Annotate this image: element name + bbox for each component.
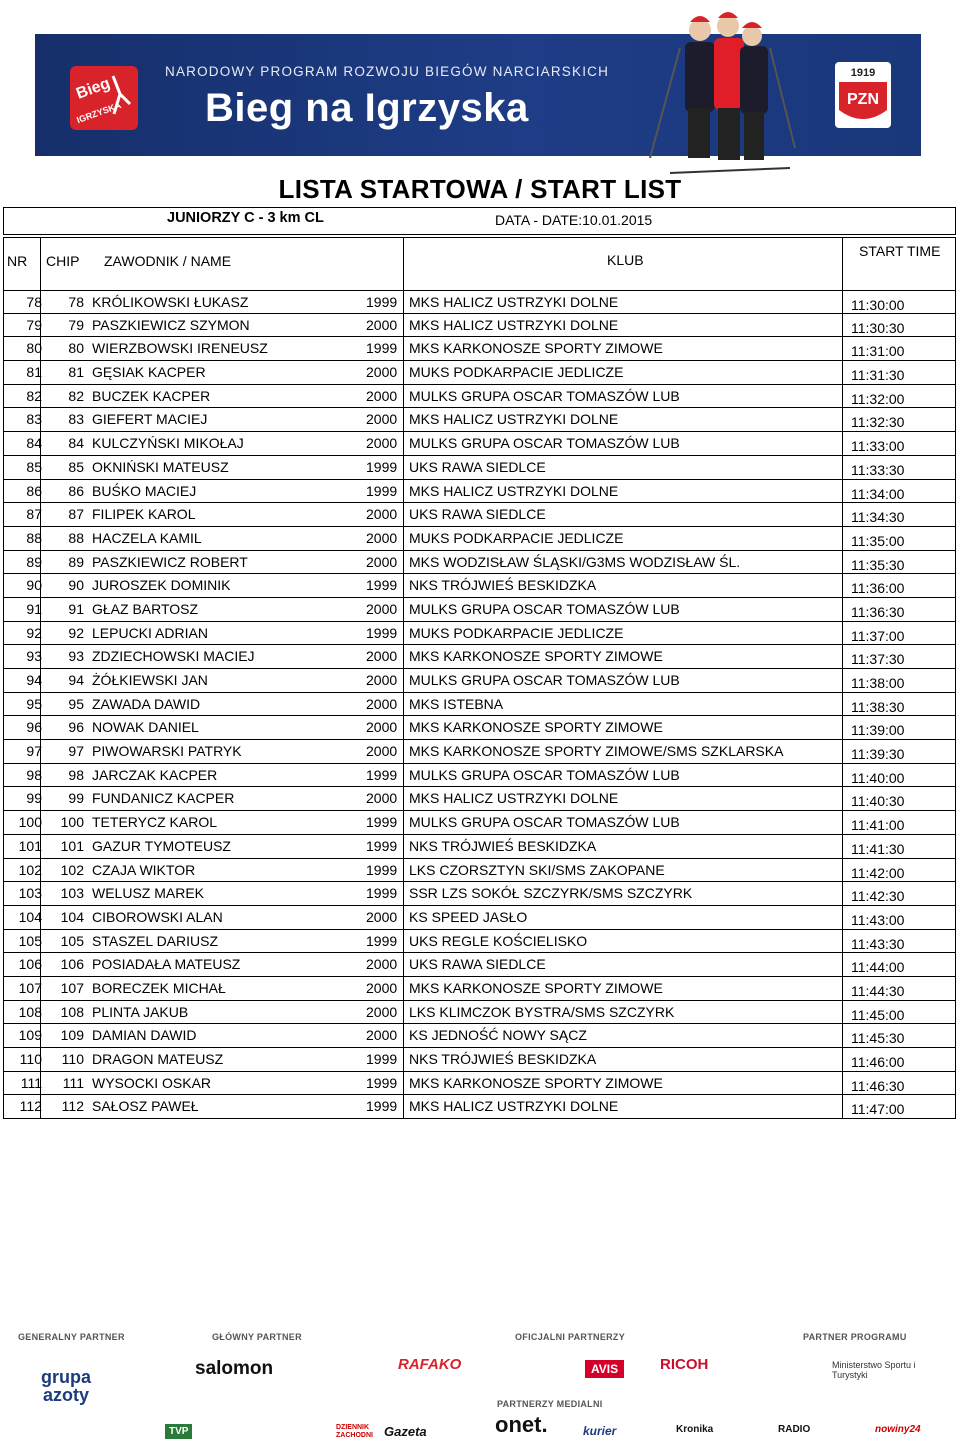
chip-number: 106 [60,956,84,973]
row-number: 85 [26,458,42,475]
chip-number: 80 [68,340,84,357]
ricoh-logo: RICOH [660,1356,709,1373]
club-name: MKS KARKONOSZE SPORTY ZIMOWE [409,340,663,357]
rafako-logo: RAFAKO [398,1356,462,1373]
chip-number: 92 [68,624,84,641]
athlete-name: PLINTA JAKUB [92,1003,189,1020]
row-number: 96 [26,719,42,736]
start-time: 11:45:30 [851,1030,905,1047]
chip-number: 102 [60,861,84,878]
row-number: 109 [18,1027,42,1044]
row-number: 82 [26,387,42,404]
birth-year: 2000 [366,790,398,807]
ministry-logo: Ministerstwo Sportu i Turystyki [832,1360,916,1380]
athlete-name: NOWAK DANIEL [92,719,199,736]
table-row [3,716,956,740]
start-time: 11:47:00 [851,1101,905,1118]
table-row [3,290,956,314]
athlete-name: ZDZIECHOWSKI MACIEJ [92,648,255,665]
row-number: 112 [19,1098,42,1115]
club-name: MULKS GRUPA OSCAR TOMASZÓW LUB [409,600,680,617]
birth-year: 2000 [366,648,398,665]
club-name: MKS HALICZ USTRZYKI DOLNE [409,294,619,310]
bieg-na-igrzyska-logo [68,64,140,132]
skiers-photo [640,8,800,178]
row-number: 79 [26,316,42,333]
chip-number: 99 [68,790,84,807]
club-name: MKS WODZISŁAW ŚLĄSKI/G3MS WODZISŁAW ŚL. [409,553,741,570]
table-row [3,456,956,480]
table-row [3,693,956,717]
start-time: 11:32:00 [851,390,905,407]
club-name: NKS TRÓJWIEŚ BESKIDZKA [409,577,597,594]
salomon-logo: salomon [195,1358,274,1379]
table-row [3,811,956,835]
table-row [3,764,956,788]
row-number: 104 [18,908,42,925]
athlete-name: KULCZYŃSKI MIKOŁAJ [92,435,244,452]
athlete-name: BORECZEK MICHAŁ [92,979,226,996]
chip-number: 87 [68,506,84,523]
club-name: MUKS PODKARPACIE JEDLICZE [409,529,624,546]
start-time: 11:43:30 [851,935,905,952]
start-time: 11:37:00 [851,627,905,644]
table-row [3,953,956,977]
athlete-name: ŻÓŁKIEWSKI JAN [92,672,208,688]
row-number: 105 [18,932,42,949]
chip-number: 107 [60,979,84,996]
avis-logo: AVIS [585,1360,624,1378]
club-name: MULKS GRUPA OSCAR TOMASZÓW LUB [409,766,680,783]
chip-number: 94 [68,672,84,688]
athlete-name: PASZKIEWICZ SZYMON [92,316,250,333]
header-start-time: START TIME [859,243,941,259]
nowiny-logo: nowiny24 [875,1424,921,1435]
athlete-name: HACZELA KAMIL [92,529,202,546]
start-time: 11:39:30 [851,746,905,763]
start-time: 11:36:30 [851,603,905,620]
start-time: 11:39:00 [851,722,905,739]
general-partner-label: GENERALNY PARTNER [18,1332,125,1342]
athlete-name: JARCZAK KACPER [92,766,218,783]
start-time: 11:30:00 [851,297,905,313]
club-name: MKS KARKONOSZE SPORTY ZIMOWE [409,648,663,665]
club-name: LKS CZORSZTYN SKI/SMS ZAKOPANE [409,861,665,878]
chip-number: 82 [68,387,84,404]
chip-number: 90 [68,577,84,594]
start-time: 11:44:00 [851,959,905,976]
club-name: MULKS GRUPA OSCAR TOMASZÓW LUB [409,387,680,404]
athlete-name: BUCZEK KACPER [92,387,211,404]
athlete-name: FUNDANICZ KACPER [92,790,235,807]
row-number: 83 [26,411,42,428]
club-name: MKS HALICZ USTRZYKI DOLNE [409,411,619,428]
table-row [3,1095,956,1119]
start-time: 11:38:00 [851,675,905,691]
chip-number: 103 [60,885,84,902]
header-name: ZAWODNIK / NAME [104,253,232,269]
chip-number: 85 [68,458,84,475]
start-time: 11:34:30 [851,509,905,526]
chip-number: 100 [60,814,84,831]
athlete-name: FILIPEK KAROL [92,506,196,523]
birth-year: 2000 [366,364,398,381]
chip-number: 78 [68,294,84,310]
start-time: 11:30:30 [851,319,905,336]
club-name: KS JEDNOŚĆ NOWY SĄCZ [409,1027,587,1044]
official-partners-label: OFICJALNI PARTNERZY [515,1332,626,1342]
birth-year: 2000 [366,506,398,523]
club-name: MULKS GRUPA OSCAR TOMASZÓW LUB [409,814,680,831]
chip-number: 89 [68,553,84,570]
row-number: 102 [18,861,42,878]
start-time: 11:46:30 [851,1077,905,1094]
birth-year: 1999 [366,885,398,902]
program-partner-label: PARTNER PROGRAMU [803,1332,907,1342]
table-row [3,1024,956,1048]
athlete-name: LEPUCKI ADRIAN [92,624,208,641]
row-number: 88 [26,529,42,546]
chip-number: 81 [68,364,84,381]
club-name: MKS HALICZ USTRZYKI DOLNE [409,482,619,499]
birth-year: 1999 [366,837,398,854]
table-row [3,408,956,432]
category-box [3,207,956,235]
row-number: 98 [26,766,42,783]
banner-title: Bieg na Igrzyska [205,86,529,130]
start-time: 11:36:00 [851,580,905,597]
table-row [3,574,956,598]
birth-year: 2000 [366,1027,398,1044]
club-name: NKS TRÓJWIEŚ BESKIDZKA [409,837,597,854]
birth-year: 1999 [366,624,398,641]
row-number: 99 [26,790,42,807]
chip-number: 79 [68,316,84,333]
start-time: 11:41:30 [851,840,905,857]
svg-text:Bieg: Bieg [74,74,113,103]
birth-year: 2000 [366,979,398,996]
birth-year: 1999 [366,1074,398,1091]
birth-year: 2000 [366,435,398,452]
radio-logo: RADIO [778,1424,811,1435]
category-label: JUNIORZY C - 3 km CL [167,210,324,226]
media-partners-label: PARTNERZY MEDIALNI [497,1399,603,1409]
athlete-name: GIEFERT MACIEJ [92,411,208,428]
table-row [3,622,956,646]
club-name: MULKS GRUPA OSCAR TOMASZÓW LUB [409,435,680,452]
start-time: 11:43:00 [851,911,905,928]
table-row [3,787,956,811]
club-name: MKS KARKONOSZE SPORTY ZIMOWE [409,719,663,736]
kurier-logo: kurier [583,1424,617,1438]
athlete-name: WIERZBOWSKI IRENEUSZ [92,340,268,357]
athlete-name: TETERYCZ KAROL [92,814,217,831]
grupa-azoty-logo: grupa azoty [40,1367,91,1405]
pzn-logo [833,60,893,130]
sponsors-footer [0,1320,960,1451]
athlete-name: SAŁOSZ PAWEŁ [92,1098,199,1115]
svg-text:PZN: PZN [847,91,879,108]
date-label: DATA - DATE:10.01.2015 [495,212,653,228]
row-number: 93 [26,648,42,665]
start-time: 11:33:30 [851,461,905,478]
row-number: 81 [26,364,42,381]
chip-number: 95 [68,695,84,712]
row-number: 100 [18,814,42,831]
table-row [3,480,956,504]
chip-number: 109 [60,1027,84,1044]
athlete-name: ZAWADA DAWID [92,695,201,712]
club-name: MKS KARKONOSZE SPORTY ZIMOWE/SMS SZKLARSKA [409,743,784,760]
birth-year: 2000 [366,553,398,570]
athlete-name: WELUSZ MAREK [92,885,205,902]
table-row [3,859,956,883]
table-row [3,337,956,361]
start-time: 11:33:00 [851,438,905,455]
birth-year: 2000 [366,672,398,688]
start-time: 11:41:00 [851,817,905,834]
start-time: 11:34:00 [851,485,905,502]
header-chip: CHIP [46,253,80,269]
table-row [3,551,956,575]
club-name: MUKS PODKARPACIE JEDLICZE [409,624,624,641]
table-row [3,882,956,906]
program-title: NARODOWY PROGRAM ROZWOJU BIEGÓW NARCIARSKICH [165,64,610,79]
row-number: 110 [19,1051,42,1067]
athlete-name: PASZKIEWICZ ROBERT [92,553,248,570]
chip-number: 108 [60,1003,84,1020]
start-time: 11:46:00 [851,1054,905,1070]
onet-logo: onet. [495,1412,548,1437]
birth-year: 2000 [366,600,398,617]
chip-number: 112 [61,1098,84,1115]
table-row [3,598,956,622]
table-row [3,314,956,338]
row-number: 86 [26,482,42,499]
table-row [3,527,956,551]
birth-year: 1999 [366,577,398,594]
athlete-name: JUROSZEK DOMINIK [92,577,231,594]
birth-year: 2000 [366,695,398,712]
chip-number: 97 [68,743,84,760]
svg-text:1919: 1919 [850,67,876,79]
start-time: 11:31:30 [851,367,905,384]
birth-year: 1999 [366,861,398,878]
birth-year: 1999 [366,1098,398,1115]
athlete-name: STASZEL DARIUSZ [92,932,219,949]
club-name: SSR LZS SOKÓŁ SZCZYRK/SMS SZCZYRK [409,885,693,902]
birth-year: 1999 [366,1051,398,1067]
chip-number: 98 [68,766,84,783]
row-number: 87 [26,506,42,523]
club-name: MULKS GRUPA OSCAR TOMASZÓW LUB [409,672,680,688]
table-row [3,977,956,1001]
dziennik-logo: DZIENNIK ZACHODNI [336,1424,373,1439]
chip-number: 84 [68,435,84,452]
row-number: 94 [26,672,42,688]
athlete-name: CIBOROWSKI ALAN [92,908,223,925]
row-number: 80 [26,340,42,357]
table-row [3,740,956,764]
chip-number: 83 [68,411,84,428]
row-number: 95 [26,695,42,712]
table-row [3,1001,956,1025]
header-nr: NR [7,253,28,269]
table-row [3,669,956,693]
chip-number: 86 [68,482,84,499]
club-name: MKS HALICZ USTRZYKI DOLNE [409,316,619,333]
table-row [3,930,956,954]
start-time: 11:35:30 [851,556,905,573]
start-time: 11:42:00 [851,864,905,881]
athlete-name: GŁAZ BARTOSZ [92,600,199,617]
row-number: 103 [18,885,42,902]
table-row [3,1048,956,1072]
club-name: NKS TRÓJWIEŚ BESKIDZKA [409,1051,597,1067]
start-list-table [3,290,956,1119]
page-title: LISTA STARTOWA / START LIST [278,174,682,204]
club-name: UKS RAWA SIEDLCE [409,956,546,973]
club-name: MKS HALICZ USTRZYKI DOLNE [409,790,619,807]
row-number: 107 [18,979,42,996]
row-number: 78 [26,294,42,310]
club-name: MKS KARKONOSZE SPORTY ZIMOWE [409,979,663,996]
birth-year: 1999 [366,458,398,475]
gazeta-logo: Gazeta [384,1424,427,1439]
birth-year: 2000 [366,1003,398,1020]
start-time: 11:45:00 [851,1006,905,1023]
athlete-name: CZAJA WIKTOR [92,861,196,878]
row-number: 89 [26,553,42,570]
club-name: MKS HALICZ USTRZYKI DOLNE [409,1098,619,1115]
chip-number: 101 [60,837,84,854]
athlete-name: KRÓLIKOWSKI ŁUKASZ [92,294,249,310]
birth-year: 1999 [366,294,398,310]
birth-year: 2000 [366,743,398,760]
athlete-name: BUŚKO MACIEJ [92,482,197,499]
start-time: 11:40:00 [851,769,905,786]
start-time: 11:42:30 [851,888,905,905]
birth-year: 2000 [366,908,398,925]
chip-number: 93 [68,648,84,665]
start-time: 11:31:00 [851,343,905,360]
chip-number: 105 [60,932,84,949]
birth-year: 2000 [366,316,398,333]
club-name: MKS KARKONOSZE SPORTY ZIMOWE [409,1074,663,1091]
club-name: UKS RAWA SIEDLCE [409,506,546,523]
row-number: 101 [18,837,42,854]
row-number: 84 [26,435,42,452]
table-row [3,385,956,409]
chip-number: 111 [62,1074,84,1091]
start-time: 11:37:30 [851,651,905,668]
birth-year: 2000 [366,529,398,546]
row-number: 91 [26,600,42,617]
athlete-name: POSIADAŁA MATEUSZ [92,956,241,973]
birth-year: 1999 [366,814,398,831]
club-name: UKS RAWA SIEDLCE [409,458,546,475]
athlete-name: PIWOWARSKI PATRYK [92,743,242,760]
club-name: UKS REGLE KOŚCIELISKO [409,932,588,949]
table-row [3,503,956,527]
header-club: KLUB [607,252,644,268]
row-number: 97 [26,743,42,760]
svg-text:IGRZYSKA: IGRZYSKA [75,99,123,126]
start-time: 11:44:30 [851,982,905,999]
row-number: 106 [18,956,42,973]
start-time: 11:38:30 [851,698,905,715]
birth-year: 1999 [366,932,398,949]
table-row [3,835,956,859]
chip-number: 91 [68,600,84,617]
birth-year: 1999 [366,482,398,499]
club-name: KS SPEED JASŁO [409,908,528,925]
chip-number: 96 [68,719,84,736]
athlete-name: GĘSIAK KACPER [92,364,206,381]
table-row [3,906,956,930]
chip-number: 88 [68,529,84,546]
birth-year: 2000 [366,387,398,404]
birth-year: 2000 [366,411,398,428]
tvp-logo: TVP [165,1424,192,1439]
athlete-name: OKNIŃSKI MATEUSZ [92,458,229,475]
chip-number: 104 [60,908,84,925]
row-number: 90 [26,577,42,594]
athlete-name: DAMIAN DAWID [92,1027,197,1044]
club-name: LKS KLIMCZOK BYSTRA/SMS SZCZYRK [409,1003,675,1020]
start-time: 11:35:00 [851,532,905,549]
athlete-name: DRAGON MATEUSZ [92,1051,224,1067]
start-time: 11:32:30 [851,414,905,431]
club-name: MUKS PODKARPACIE JEDLICZE [409,364,624,381]
table-row [3,432,956,456]
row-number: 108 [18,1003,42,1020]
birth-year: 2000 [366,956,398,973]
chip-number: 110 [61,1051,84,1067]
birth-year: 1999 [366,340,398,357]
table-row [3,361,956,385]
row-number: 92 [26,624,42,641]
athlete-name: WYSOCKI OSKAR [92,1074,212,1091]
club-name: MKS ISTEBNA [409,695,504,712]
main-partner-label: GŁÓWNY PARTNER [212,1332,302,1342]
start-time: 11:40:30 [851,793,905,810]
kronika-logo: Kronika [676,1424,714,1435]
birth-year: 1999 [366,766,398,783]
birth-year: 2000 [366,719,398,736]
athlete-name: GAZUR TYMOTEUSZ [92,837,231,854]
table-row [3,1072,956,1096]
table-row [3,645,956,669]
row-number: 111 [20,1074,42,1091]
